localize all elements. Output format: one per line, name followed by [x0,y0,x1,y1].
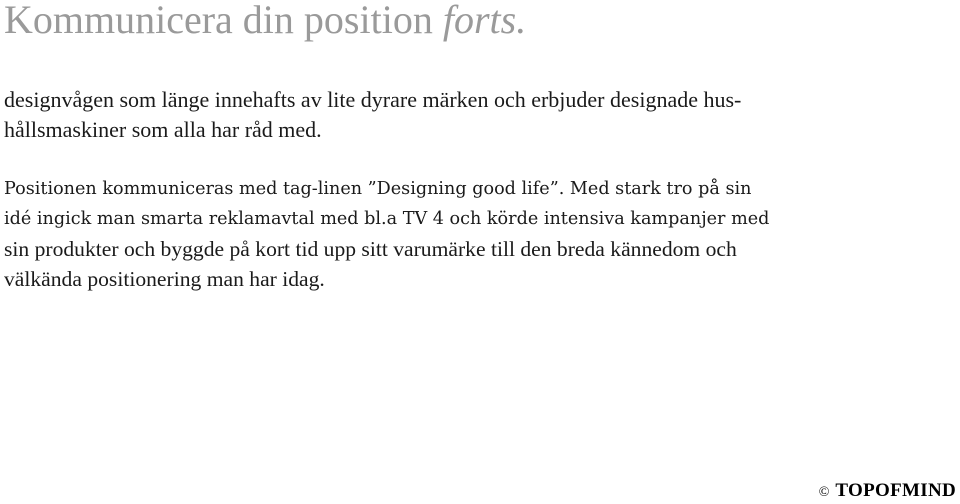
footer-brand [819,480,956,502]
title-main: Kommunicera din position [4,0,443,42]
title-italic: forts. [442,0,527,42]
paragraph-position-line-3: sin produkter och byggde på kort tid upp sitt varumärke till den breda kännedom och [4,237,737,261]
page-title [4,0,526,42]
paragraph-intro-line-1: designvågen som länge innehafts av lite dyrare märken och erbjuder designade hus- [4,87,742,112]
brand-logo: TOPOFMIND [835,480,956,501]
paragraph-position-line-1: Positionen kommuniceras med tag-linen ”Designing good life”. Med stark tro på sin [4,179,752,199]
paragraph-intro [4,85,944,145]
paragraph-position [4,174,949,294]
paragraph-intro-line-2: hållsmaskiner som alla har råd med. [4,117,322,142]
copyright-icon: © [818,485,830,500]
paragraph-position-line-4: välkända positionering man har idag. [4,267,325,291]
paragraph-position-line-2: idé ingick man smarta reklamavtal med bl.a TV 4 och körde intensiva kampanjer med [4,209,770,229]
